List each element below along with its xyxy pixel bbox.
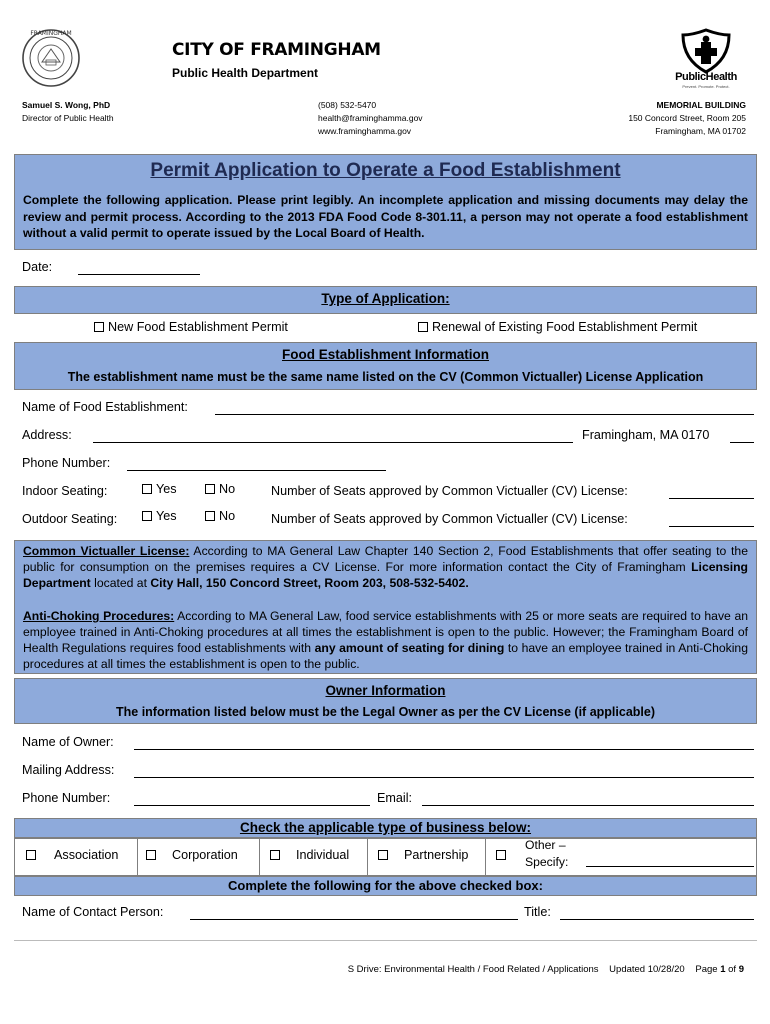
outdoor-seating-label: Outdoor Seating: [22, 512, 118, 526]
contact-phone: (508) 532-5470 [318, 100, 377, 110]
outdoor-no-checkbox[interactable] [205, 511, 215, 521]
footer-path: S Drive: Environmental Health / Food Related / Applications [347, 964, 599, 975]
followup-heading: Complete the following for the above checked box: [228, 878, 543, 893]
building-name: MEMORIAL BUILDING [656, 100, 746, 110]
business-option-corporation[interactable] [138, 838, 260, 876]
renewal-permit-checkbox[interactable] [418, 322, 428, 332]
city-title: CITY OF FRAMINGHAM [172, 40, 381, 60]
contact-title-label: Title: [524, 905, 551, 919]
partnership-label: Partnership [404, 848, 469, 862]
street-address: 150 Concord Street, Room 205 [628, 113, 746, 123]
outdoor-yes-option[interactable] [142, 509, 177, 523]
specify-label: Specify: [525, 855, 569, 869]
corporation-label: Corporation [172, 848, 238, 862]
indoor-yes-option[interactable] [142, 482, 177, 496]
contact-website: www.framinghamma.gov [318, 126, 412, 136]
zip-digit-field[interactable] [730, 442, 754, 443]
contact-person-field[interactable] [190, 919, 518, 920]
public-health-tagline: Prevent. Promote. Protect. [682, 84, 730, 89]
anti-choking-lead: Anti-Choking Procedures: [23, 609, 175, 623]
indoor-no-checkbox[interactable] [205, 484, 215, 494]
date-field[interactable] [78, 274, 200, 275]
section-divider [14, 940, 757, 941]
indoor-seating-label: Indoor Seating: [22, 484, 108, 498]
city-zip: Framingham, MA 01702 [655, 126, 746, 136]
owner-email-field[interactable] [422, 805, 754, 806]
phone-label: Phone Number: [22, 456, 111, 470]
establishment-subheading: The establishment name must be the same name listed on the CV (Common Victualler) License Application [67, 370, 704, 384]
footer-page-number: 1 [720, 964, 726, 975]
other-label: Other – [525, 838, 566, 852]
anti-choking-text: According to MA General Law, food service establishments with 25 or more seats are required to have an employee trained in Anti-Choking procedures at all times the establishment is open to the public. However; the Framingham Board of Health Regulations requires food establishments with [23, 609, 749, 655]
page-footer [348, 964, 744, 975]
footer-page-word: Page [695, 964, 718, 975]
city-hall-address: City Hall, 150 Concord Street, Room 203, 508-532-5402. [150, 576, 469, 590]
address-block [628, 99, 746, 138]
public-health-logo-text: PublicHealth [675, 71, 737, 83]
cv-license-text-2: located at [90, 576, 151, 590]
establishment-name-label: Name of Food Establishment: [22, 400, 188, 414]
establishment-name-field[interactable] [215, 414, 754, 415]
outdoor-no-label: No [219, 509, 236, 523]
director-name: Samuel S. Wong, PhD [22, 100, 111, 110]
owner-name-label: Name of Owner: [22, 735, 114, 749]
cv-license-lead: Common Victualler License: [23, 544, 190, 558]
application-type-heading: Type of Application: [321, 291, 450, 306]
other-checkbox[interactable] [496, 850, 506, 860]
mailing-address-label: Mailing Address: [22, 763, 115, 777]
footer-updated: Updated 10/28/20 [609, 964, 685, 975]
indoor-yes-checkbox[interactable] [142, 484, 152, 494]
business-option-individual[interactable] [260, 838, 368, 876]
title-section [14, 154, 757, 250]
outdoor-no-option[interactable] [205, 509, 235, 523]
owner-heading: Owner Information [325, 683, 446, 698]
address-label: Address: [22, 428, 72, 442]
association-checkbox[interactable] [26, 850, 36, 860]
cv-license-paragraph [23, 543, 748, 591]
contact-person-label: Name of Contact Person: [22, 905, 164, 919]
corporation-checkbox[interactable] [146, 850, 156, 860]
cv-license-text: According to MA General Law Chapter 140 Section 2, Food Establishments that offer seating to the public for consumption on the premises requires a CV License. For more information contact the City of Framingham [23, 544, 748, 574]
intro-text: Complete the following application. Please print legibly. An incomplete application and missing documents may delay the review and permit process. According to the 2013 FDA Food Code 8-301.11, a person may not operate a food establishment without a valid permit to operate issued by the Local Board of Health. [23, 193, 748, 240]
contact-block [318, 99, 423, 138]
business-option-partnership[interactable] [368, 838, 486, 876]
other-checkbox-wrap[interactable] [496, 848, 510, 862]
partnership-checkbox[interactable] [378, 850, 388, 860]
indoor-no-label: No [219, 482, 236, 496]
new-permit-label: New Food Establishment Permit [108, 320, 288, 334]
individual-label: Individual [296, 848, 350, 862]
address-field[interactable] [93, 442, 573, 443]
specify-field[interactable] [586, 866, 754, 867]
owner-phone-field[interactable] [134, 805, 370, 806]
indoor-yes-label: Yes [156, 482, 177, 496]
owner-email-label: Email: [377, 791, 412, 805]
page-title: Permit Application to Operate a Food Establishment [150, 160, 621, 181]
outdoor-yes-checkbox[interactable] [142, 511, 152, 521]
director-block [22, 99, 114, 125]
establishment-heading: Food Establishment Information [281, 347, 489, 362]
outdoor-seats-label: Number of Seats approved by Common Victualler (CV) License: [271, 512, 628, 526]
outdoor-seats-field[interactable] [669, 526, 754, 527]
svg-text:FRAMINGHAM: FRAMINGHAM [30, 30, 72, 37]
department-name: Public Health Department [172, 66, 319, 80]
new-permit-checkbox[interactable] [94, 322, 104, 332]
renewal-permit-option[interactable] [418, 320, 697, 334]
indoor-no-option[interactable] [205, 482, 235, 496]
date-label: Date: [22, 260, 53, 274]
city-seal-icon [22, 22, 80, 94]
contact-title-field[interactable] [560, 919, 754, 920]
owner-subheading: The information listed below must be the Legal Owner as per the CV License (if applicable) [116, 705, 655, 719]
indoor-seats-field[interactable] [669, 498, 754, 499]
seating-emphasis: any amount of seating for dining [314, 641, 505, 655]
phone-field[interactable] [127, 470, 386, 471]
renewal-permit-label: Renewal of Existing Food Establishment Permit [432, 320, 698, 334]
business-option-association[interactable] [14, 838, 138, 876]
indoor-seats-label: Number of Seats approved by Common Victualler (CV) License: [271, 484, 628, 498]
contact-email: health@framinghamma.gov [318, 113, 423, 123]
anti-choking-paragraph [23, 608, 748, 672]
owner-phone-label: Phone Number: [22, 791, 111, 805]
director-title: Director of Public Health [22, 113, 114, 123]
new-permit-option[interactable] [94, 320, 288, 334]
association-label: Association [54, 848, 119, 862]
mailing-address-field[interactable] [134, 777, 754, 778]
footer-page-total: 9 [738, 964, 744, 975]
owner-name-field[interactable] [134, 749, 754, 750]
footer-of-word: of [728, 964, 737, 975]
cv-info-section [14, 540, 757, 674]
business-type-heading: Check the applicable type of business below: [239, 820, 532, 835]
individual-checkbox[interactable] [270, 850, 280, 860]
anti-choking-text-2: to have an employee trained in Anti-Choking procedures at all times the establishment is open to the public. [23, 641, 748, 671]
address-suffix: Framingham, MA 0170 [582, 428, 710, 442]
outdoor-yes-label: Yes [156, 509, 177, 523]
licensing-department: Licensing Department [23, 560, 748, 590]
